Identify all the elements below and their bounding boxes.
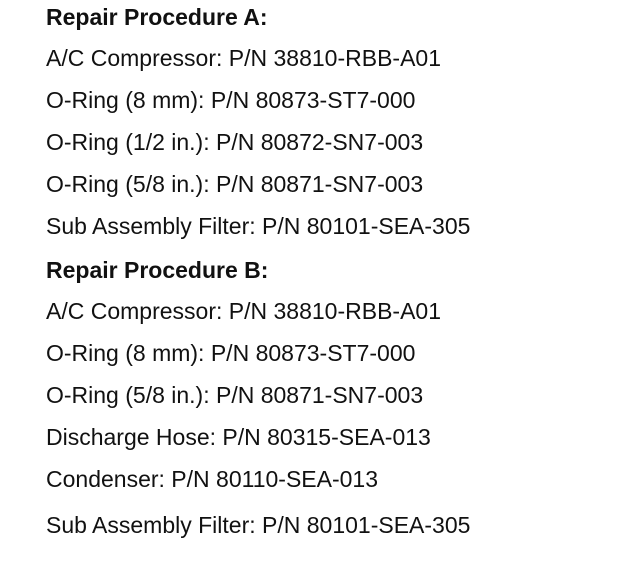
procedure-a-item: O-Ring (5/8 in.): P/N 80871-SN7-003 xyxy=(46,171,424,197)
procedure-b-item: Condenser: P/N 80110-SEA-013 xyxy=(46,466,378,492)
procedure-a-item: Sub Assembly Filter: P/N 80101-SEA-305 xyxy=(46,213,471,239)
procedure-b-item: O-Ring (8 mm): P/N 80873-ST7-000 xyxy=(46,340,416,366)
procedure-a-item: A/C Compressor: P/N 38810-RBB-A01 xyxy=(46,45,441,71)
procedure-b-section xyxy=(46,250,616,546)
procedure-b-item: O-Ring (5/8 in.): P/N 80871-SN7-003 xyxy=(46,382,424,408)
procedure-a-section xyxy=(46,0,616,247)
procedure-b-item: Sub Assembly Filter: P/N 80101-SEA-305 xyxy=(46,512,471,538)
procedure-a-heading: Repair Procedure A: xyxy=(46,4,268,30)
procedure-b-heading: Repair Procedure B: xyxy=(46,257,269,283)
procedure-b-item: Discharge Hose: P/N 80315-SEA-013 xyxy=(46,424,431,450)
procedure-a-item: O-Ring (1/2 in.): P/N 80872-SN7-003 xyxy=(46,129,424,155)
parts-list-document xyxy=(46,0,616,562)
procedure-a-item: O-Ring (8 mm): P/N 80873-ST7-000 xyxy=(46,87,416,113)
procedure-b-item: A/C Compressor: P/N 38810-RBB-A01 xyxy=(46,298,441,324)
